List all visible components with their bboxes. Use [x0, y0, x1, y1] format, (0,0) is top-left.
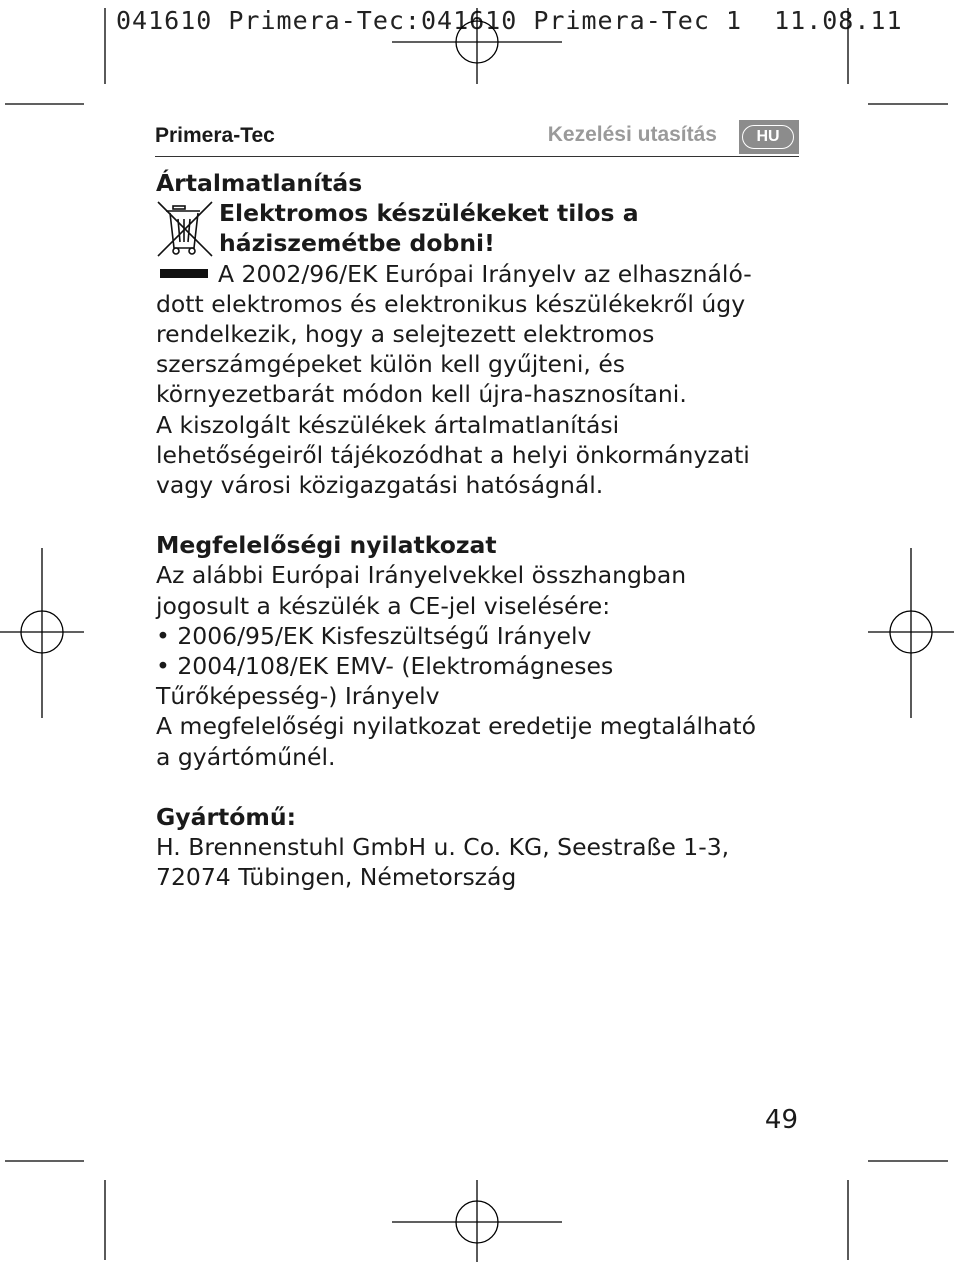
- disposal-heading: Ártalmatlanítás: [156, 169, 363, 197]
- running-header: [155, 120, 799, 157]
- disposal-line: környezetbarát módon kell újra-hasznosítani.: [156, 380, 687, 409]
- conformity-line: jogosult a készülék a CE-jel viselésére:: [156, 591, 611, 620]
- disposal-line: lehetőségeiről tájékozódhat a helyi önkormányzati: [156, 440, 750, 469]
- conformity-line: a gyártóműnél.: [156, 742, 336, 771]
- conformity-heading: Megfelelőségi nyilatkozat: [156, 531, 497, 560]
- print-slug: 041610 Primera-Tec:041610 Primera-Tec 1 11.08.11: [116, 6, 903, 35]
- disposal-line: rendelkezik, hogy a selejtezett elektromos: [156, 320, 655, 349]
- disposal-line: A kiszolgált készülékek ártalmatlanítási: [156, 410, 620, 439]
- conformity-line: • 2006/95/EK Kisfeszültségű Irányelv: [156, 621, 592, 650]
- disposal-line: szerszámgépeket külön kell gyűjteni, és: [156, 350, 626, 379]
- disposal-line: vagy városi közigazgatási hatóságnál.: [156, 471, 604, 500]
- language-badge: [739, 120, 799, 154]
- disposal-line: dott elektromos és elektronikus készülékekről úgy: [156, 289, 746, 318]
- manufacturer-address: [156, 832, 796, 892]
- address-line: H. Brennenstuhl GmbH u. Co. KG, Seestraße 1-3,: [156, 833, 730, 862]
- disposal-warning-text: Elektromos készülékeket tilos a háziszemétbe dobni!: [219, 199, 639, 258]
- disposal-paragraph: [156, 259, 796, 501]
- crossed-out-wheelie-bin-icon: [156, 200, 214, 258]
- conformity-line: A megfelelőségi nyilatkozat eredetije megtalálható: [156, 712, 756, 741]
- manufacturer-heading: Gyártómű:: [156, 802, 297, 831]
- conformity-paragraph: [156, 560, 796, 771]
- manual-title: Kezelési utasítás: [547, 123, 717, 146]
- brand-name: Primera-Tec: [155, 124, 275, 147]
- separate-collection-bar: [160, 269, 208, 278]
- conformity-line: • 2004/108/EK EMV- (Elektromágneses: [156, 652, 614, 681]
- address-line: 72074 Tübingen, Németország: [156, 863, 517, 892]
- conformity-line: Tűrőképesség-) Irányelv: [156, 682, 440, 711]
- disposal-line: A 2002/96/EK Európai Irányelv az elhasználó-: [156, 259, 796, 289]
- conformity-line: Az alábbi Európai Irányelvekkel összhangban: [156, 561, 687, 590]
- language-code: HU: [742, 125, 794, 149]
- page-number: 49: [764, 1105, 798, 1135]
- disposal-warning: [156, 198, 796, 258]
- page-content: [156, 168, 796, 892]
